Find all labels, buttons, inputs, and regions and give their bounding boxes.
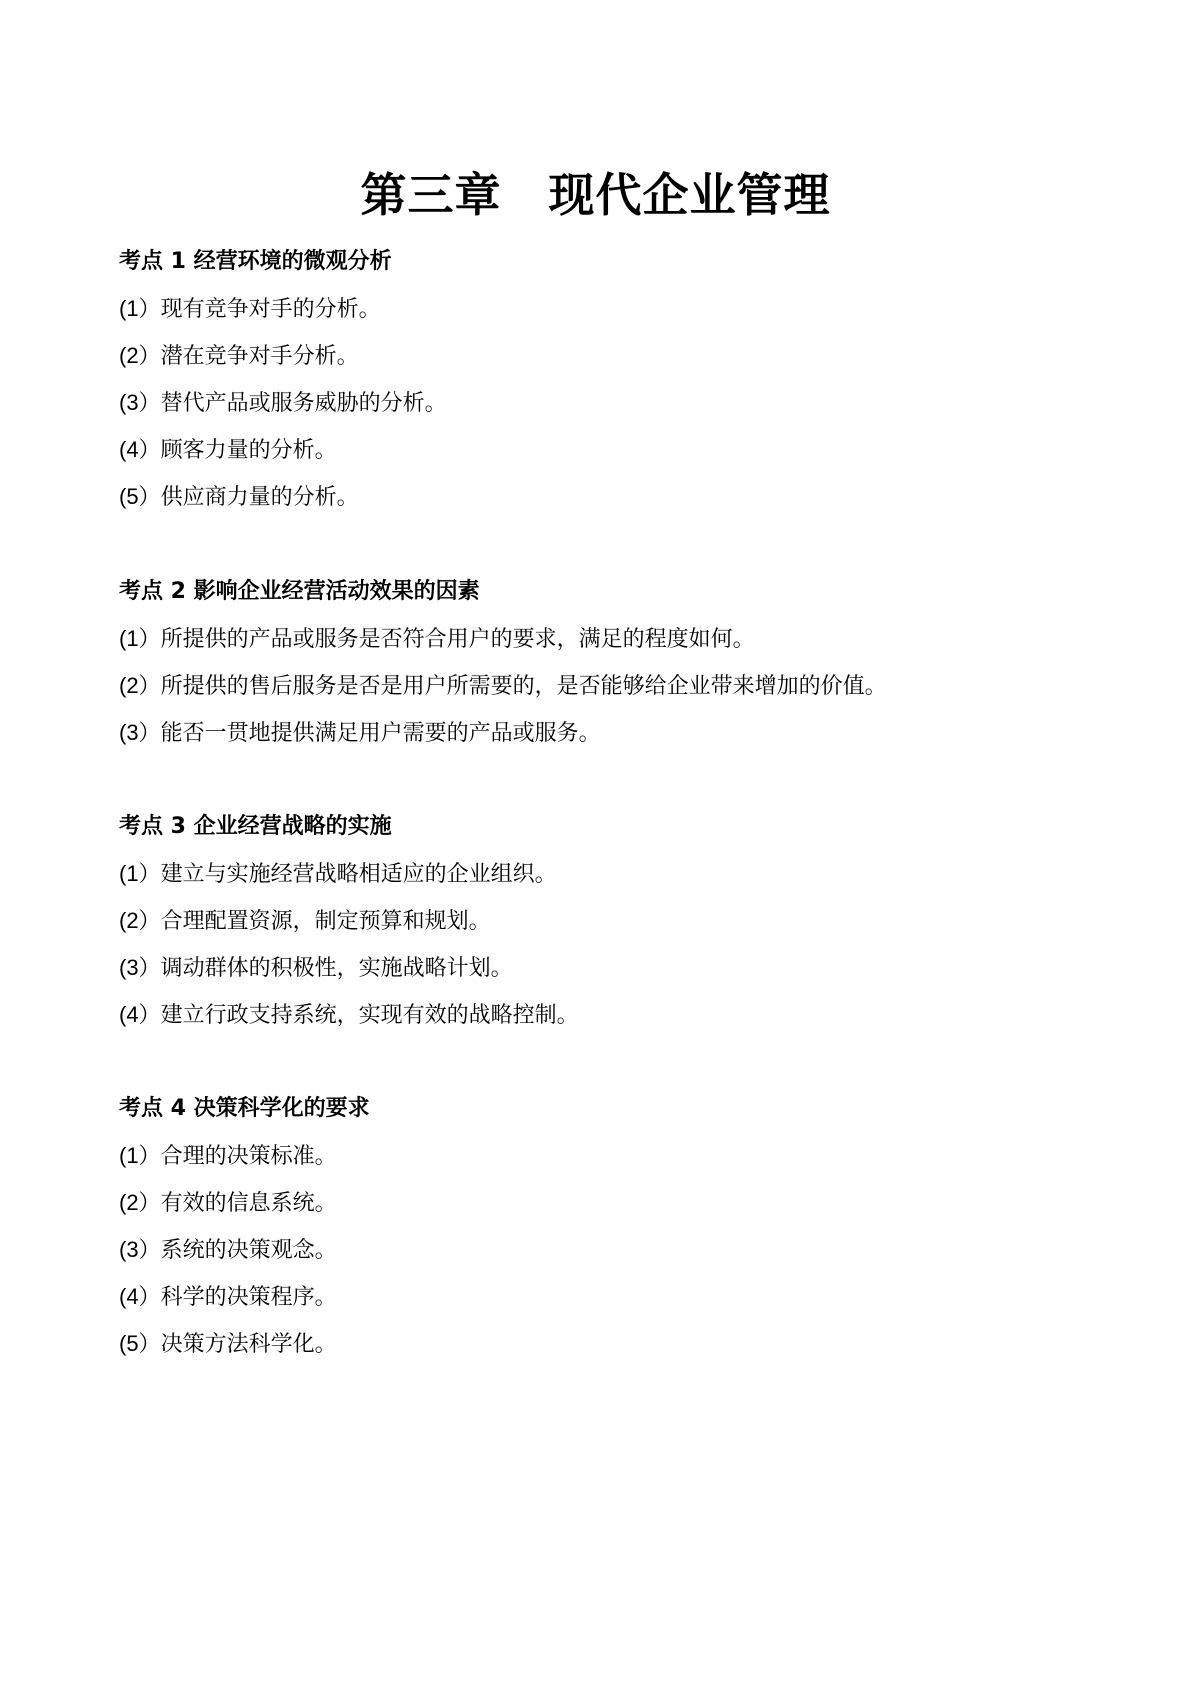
item-number: (4）: [119, 437, 161, 462]
list-item: [119, 668, 1099, 704]
item-text: 建立行政支持系统，实现有效的战略控制。: [160, 1003, 579, 1028]
list-item: [119, 432, 1099, 468]
item-number: (5）: [119, 484, 161, 509]
item-number: (1）: [119, 1143, 161, 1168]
item-text: 建立与实施经营战略相适应的企业组织。: [160, 862, 557, 887]
item-text: 供应商力量的分析。: [160, 485, 359, 510]
list-item: [119, 903, 1099, 939]
item-text: 调动群体的积极性，实施战略计划。: [160, 956, 513, 981]
section-heading: 考点 2 影响企业经营活动效果的因素: [119, 579, 480, 604]
list-item: [119, 997, 1099, 1033]
item-text: 科学的决策程序。: [160, 1285, 337, 1310]
list-item: [119, 291, 1099, 327]
item-text: 系统的决策观念。: [160, 1238, 337, 1263]
section-1: [119, 244, 1099, 526]
item-number: (2）: [119, 673, 161, 698]
item-number: (4）: [119, 1002, 161, 1027]
section-4: [119, 1091, 1099, 1373]
section-3: [119, 809, 1099, 1044]
item-text: 决策方法科学化。: [160, 1332, 337, 1357]
item-text: 潜在竞争对手分析。: [160, 344, 359, 369]
item-number: (3）: [119, 390, 161, 415]
item-number: (1）: [119, 296, 161, 321]
item-text: 能否一贯地提供满足用户需要的产品或服务。: [160, 721, 601, 746]
list-item: [119, 856, 1099, 892]
list-item: [119, 1326, 1099, 1362]
item-number: (5）: [119, 1331, 161, 1356]
item-number: (3）: [119, 955, 161, 980]
item-number: (2）: [119, 1190, 161, 1215]
item-number: (1）: [119, 626, 161, 651]
section-heading: 考点 4 决策科学化的要求: [119, 1096, 370, 1121]
item-number: (1）: [119, 861, 161, 886]
list-item: [119, 715, 1099, 751]
list-item: [119, 1279, 1099, 1315]
list-item: [119, 385, 1099, 421]
item-text: 所提供的产品或服务是否符合用户的要求，满足的程度如何。: [160, 627, 755, 652]
item-text: 替代产品或服务威胁的分析。: [160, 391, 447, 416]
list-item: [119, 621, 1099, 657]
list-item: [119, 479, 1099, 515]
list-item: [119, 338, 1099, 374]
list-item: [119, 1185, 1099, 1221]
section-2: [119, 574, 1099, 762]
item-number: (3）: [119, 1237, 161, 1262]
item-number: (4）: [119, 1284, 161, 1309]
chapter-title: 第三章 现代企业管理: [360, 168, 831, 222]
item-text: 有效的信息系统。: [160, 1191, 337, 1216]
item-text: 顾客力量的分析。: [160, 438, 337, 463]
item-number: (3）: [119, 720, 161, 745]
list-item: [119, 950, 1099, 986]
item-number: (2）: [119, 908, 161, 933]
section-heading: 考点 1 经营环境的微观分析: [119, 249, 392, 274]
item-text: 合理配置资源，制定预算和规划。: [160, 909, 491, 934]
item-number: (2）: [119, 343, 161, 368]
list-item: [119, 1138, 1099, 1174]
item-text: 现有竞争对手的分析。: [160, 297, 381, 322]
item-text: 合理的决策标准。: [160, 1144, 337, 1169]
item-text: 所提供的售后服务是否是用户所需要的，是否能够给企业带来增加的价值。: [160, 674, 887, 699]
section-heading: 考点 3 企业经营战略的实施: [119, 814, 392, 839]
list-item: [119, 1232, 1099, 1268]
